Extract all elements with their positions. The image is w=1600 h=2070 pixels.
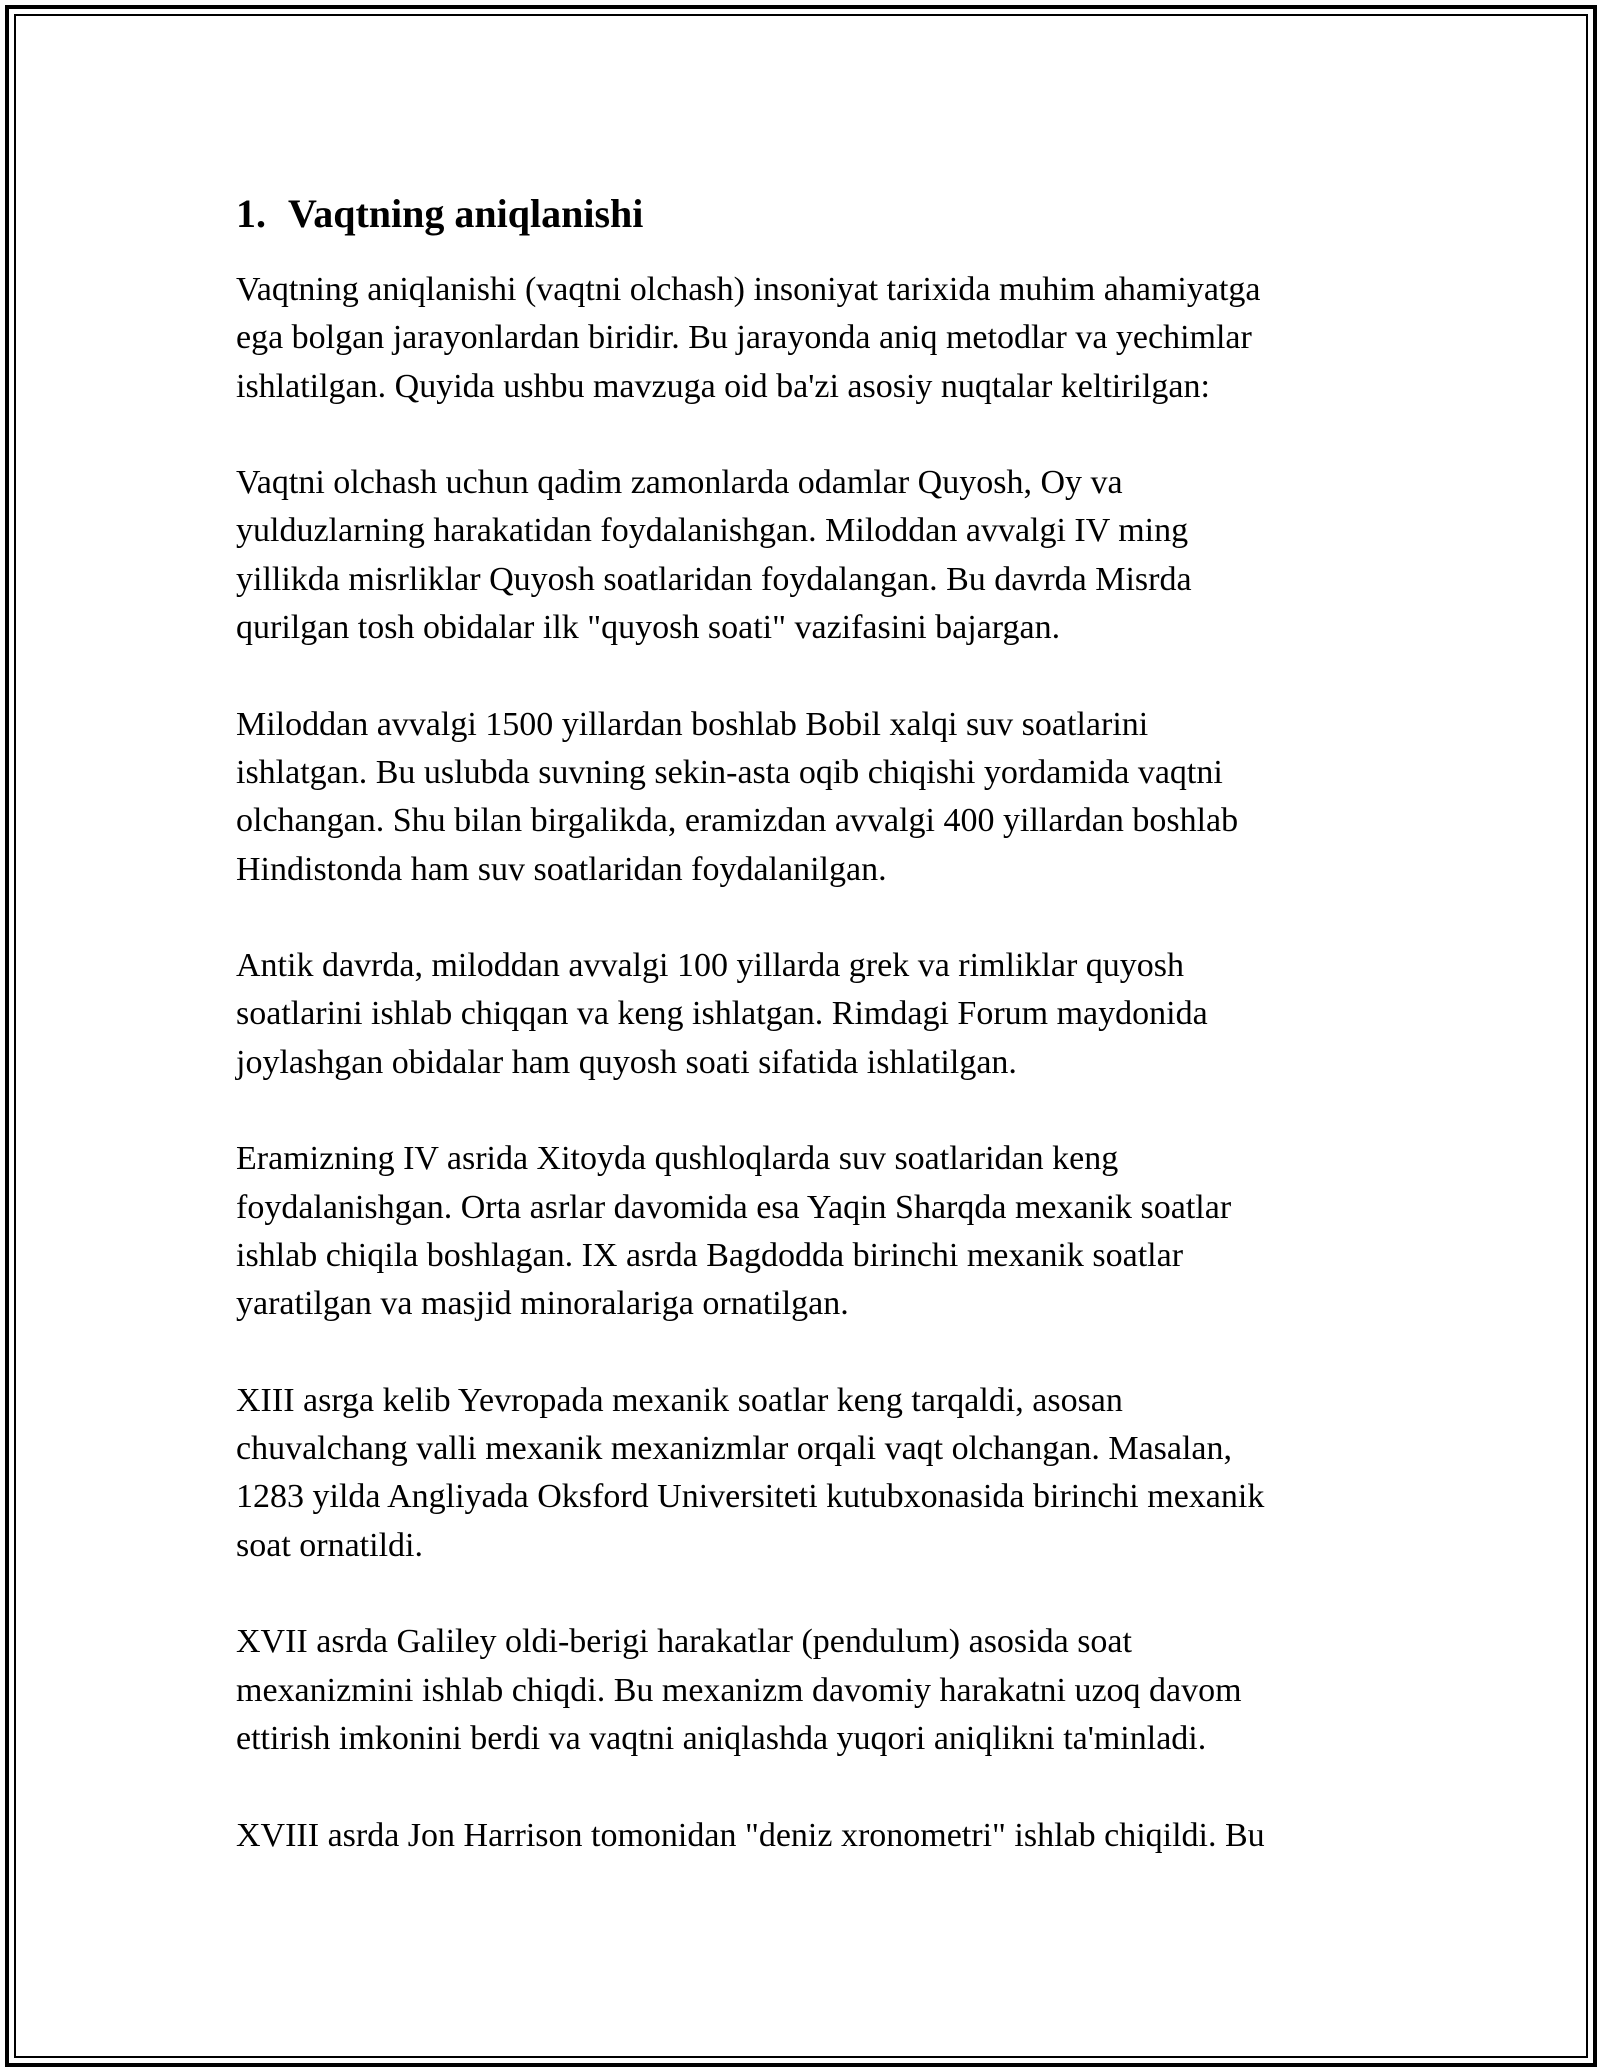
paragraph-intro: [236, 266, 1366, 411]
text-line: Vaqtning aniqlanishi (vaqtni olchash) insoniyat tarixida muhim ahamiyatga: [236, 271, 1261, 308]
text-line: Hindistonda ham suv soatlaridan foydalanilgan.: [236, 850, 887, 888]
text-line: foydalanishgan. Orta asrlar davomida esa Yaqin Sharqda mexanik soatlar: [236, 1188, 1232, 1226]
text-line: ishlatgan. Bu uslubda suvning sekin-asta oqib chiqishi yordamida vaqtni: [236, 753, 1223, 791]
text-line: mexanizmini ishlab chiqdi. Bu mexanizm davomiy harakatni uzoq davom: [236, 1671, 1242, 1709]
text-line: Miloddan avvalgi 1500 yillardan boshlab Bobil xalqi suv soatlarini: [236, 705, 1149, 743]
text-line: ishlab chiqila boshlagan. IX asrda Bagdodda birinchi mexanik soatlar: [236, 1236, 1184, 1274]
text-line: ettirish imkonini berdi va vaqtni aniqlashda yuqori aniqlikni ta'minladi.: [236, 1719, 1207, 1757]
paragraph-antiquity: [236, 942, 1366, 1087]
section-title: Vaqtning aniqlanishi: [288, 191, 644, 236]
text-line: yaratilgan va masjid minoralariga ornatilgan.: [236, 1285, 849, 1323]
text-line: ega bolgan jarayonlardan biridir. Bu jarayonda aniq metodlar va yechimlar: [236, 319, 1252, 357]
text-line: soatlarini ishlab chiqqan va keng ishlatgan. Rimdagi Forum maydonida: [236, 995, 1208, 1033]
text-line: qurilgan tosh obidalar ilk "quyosh soati" vazifasini bajargan.: [236, 609, 1061, 647]
text-line: yillikda misrliklar Quyosh soatlaridan foydalangan. Bu davrda Misrda: [236, 560, 1192, 598]
text-line: 1283 yilda Angliyada Oksford Universiteti kutubxonasida birinchi mexanik: [236, 1478, 1265, 1516]
document-body: [236, 188, 1366, 1908]
text-line: olchangan. Shu bilan birgalikda, eramizdan avvalgi 400 yillardan boshlab: [236, 802, 1239, 840]
text-line: chuvalchang valli mexanik mexanizmlar orqali vaqt olchangan. Masalan,: [236, 1430, 1233, 1468]
paragraph-galileo: [236, 1618, 1366, 1763]
text-line: soat ornatildi.: [236, 1526, 423, 1564]
paragraph-babylon: [236, 701, 1366, 894]
text-line: XIII asrga kelib Yevropada mexanik soatlar keng tarqaldi, asosan: [236, 1381, 1123, 1419]
text-line: XVII asrda Galiley oldi-berigi harakatlar (pendulum) asosida soat: [236, 1623, 1132, 1661]
text-line: Vaqtni olchash uchun qadim zamonlarda odamlar Quyosh, Oy va: [236, 464, 1123, 502]
text-line: Eramizning IV asrida Xitoyda qushloqlarda suv soatlaridan keng: [236, 1140, 1119, 1178]
paragraph-harrison: [236, 1812, 1366, 1860]
section-heading: [236, 188, 1366, 240]
paragraph-china-middle-east: [236, 1135, 1366, 1328]
text-line: Antik davrda, miloddan avvalgi 100 yillarda grek va rimliklar quyosh: [236, 947, 1184, 985]
text-line: yulduzlarning harakatidan foydalanishgan. Miloddan avvalgi IV ming: [236, 512, 1189, 550]
paragraph-europe: [236, 1377, 1366, 1570]
section-number: 1.: [236, 191, 266, 236]
text-line: ishlatilgan. Quyida ushbu mavzuga oid ba'zi asosiy nuqtalar keltirilgan:: [236, 367, 1210, 405]
text-line: joylashgan obidalar ham quyosh soati sifatida ishlatilgan.: [236, 1043, 1017, 1081]
paragraph-ancient-egypt: [236, 459, 1366, 652]
text-line: XVIII asrda Jon Harrison tomonidan "deniz xronometri" ishlab chiqildi. Bu: [236, 1816, 1265, 1854]
